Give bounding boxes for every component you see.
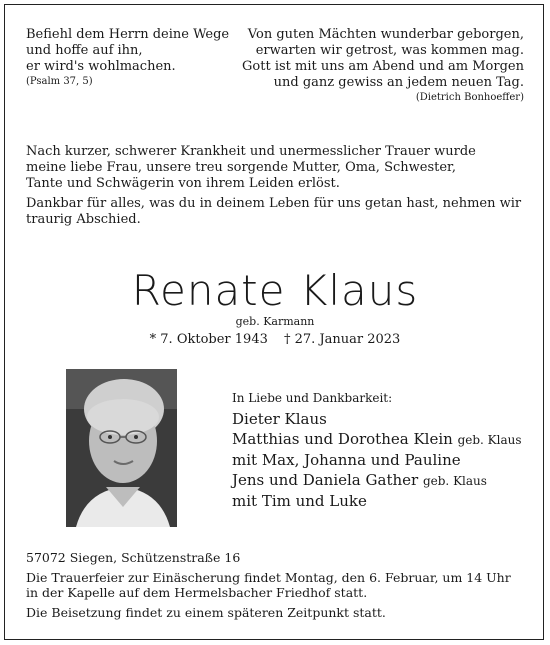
portrait-photo-icon [66,369,177,527]
bonhoeffer-line: Von guten Mächten wunderbar geborgen, [247,27,524,42]
member-note: geb. Klaus [422,474,487,488]
announcement-line: Nach kurzer, schwerer Krankheit und unermesslicher Trauer wurde [26,144,476,159]
birth-date: * 7. Oktober 1943 [149,332,268,347]
family-member [232,470,522,491]
bonhoeffer-quote [242,27,524,104]
maiden-name: geb. Karmann [235,315,315,328]
family-member [232,429,522,450]
announcement-line: meine liebe Frau, unsere treu sorgende Mutter, Oma, Schwester, [26,160,456,175]
family-address: 57072 Siegen, Schützenstraße 16 [26,550,241,565]
ceremony-line: in der Kapelle auf dem Hermelsbacher Friedhof statt. [26,585,368,600]
death-date: † 27. Januar 2023 [284,332,401,347]
ceremony-line: Die Trauerfeier zur Einäscherung findet Montag, den 6. Februar, um 14 Uhr [26,569,511,585]
family-member [232,450,522,470]
deceased-name: Renate Klaus [131,266,419,315]
gratitude-line: traurig Abschied. [26,212,141,227]
footer-info [26,550,511,620]
family-intro: In Liebe und Dankbarkeit: [232,391,393,405]
bonhoeffer-source: (Dietrich Bonhoeffer) [415,92,524,103]
psalm-line: und hoffe auf ihn, [26,43,143,58]
psalm-line: er wird's wohlmachen. [26,59,176,74]
psalm-line: Befiehl dem Herrn deine Wege [26,27,230,42]
member-name: mit Max, Johanna und Pauline [232,451,461,469]
member-name: Dieter Klaus [232,410,327,428]
family-member [232,409,522,429]
gratitude-paragraph [26,196,521,228]
member-name: mit Tim und Luke [232,492,367,510]
bonhoeffer-line: und ganz gewiss an jedem neuen Tag. [273,75,524,90]
announcement-line: Tante und Schwägerin von ihrem Leiden erlöst. [26,176,340,191]
member-name: Matthias und Dorothea Klein [232,430,453,448]
life-dates [0,332,550,347]
announcement-text [26,144,521,232]
bonhoeffer-line: erwarten wir getrost, was kommen mag. [255,43,524,58]
family-member [232,491,522,511]
portrait-photo [66,369,177,527]
member-note: geb. Klaus [457,433,522,447]
psalm-quote [26,27,229,88]
psalm-source: (Psalm 37, 5) [26,76,93,87]
family-list [232,390,522,511]
member-name: Jens und Daniela Gather [232,471,419,489]
bonhoeffer-line: Gott ist mit uns am Abend und am Morgen [242,59,524,74]
announcement-paragraph [26,144,521,192]
gratitude-line: Dankbar für alles, was du in deinem Leben für uns getan hast, nehmen wir [26,196,522,211]
burial-note: Die Beisetzung findet zu einem späteren Zeitpunkt statt. [26,604,386,620]
